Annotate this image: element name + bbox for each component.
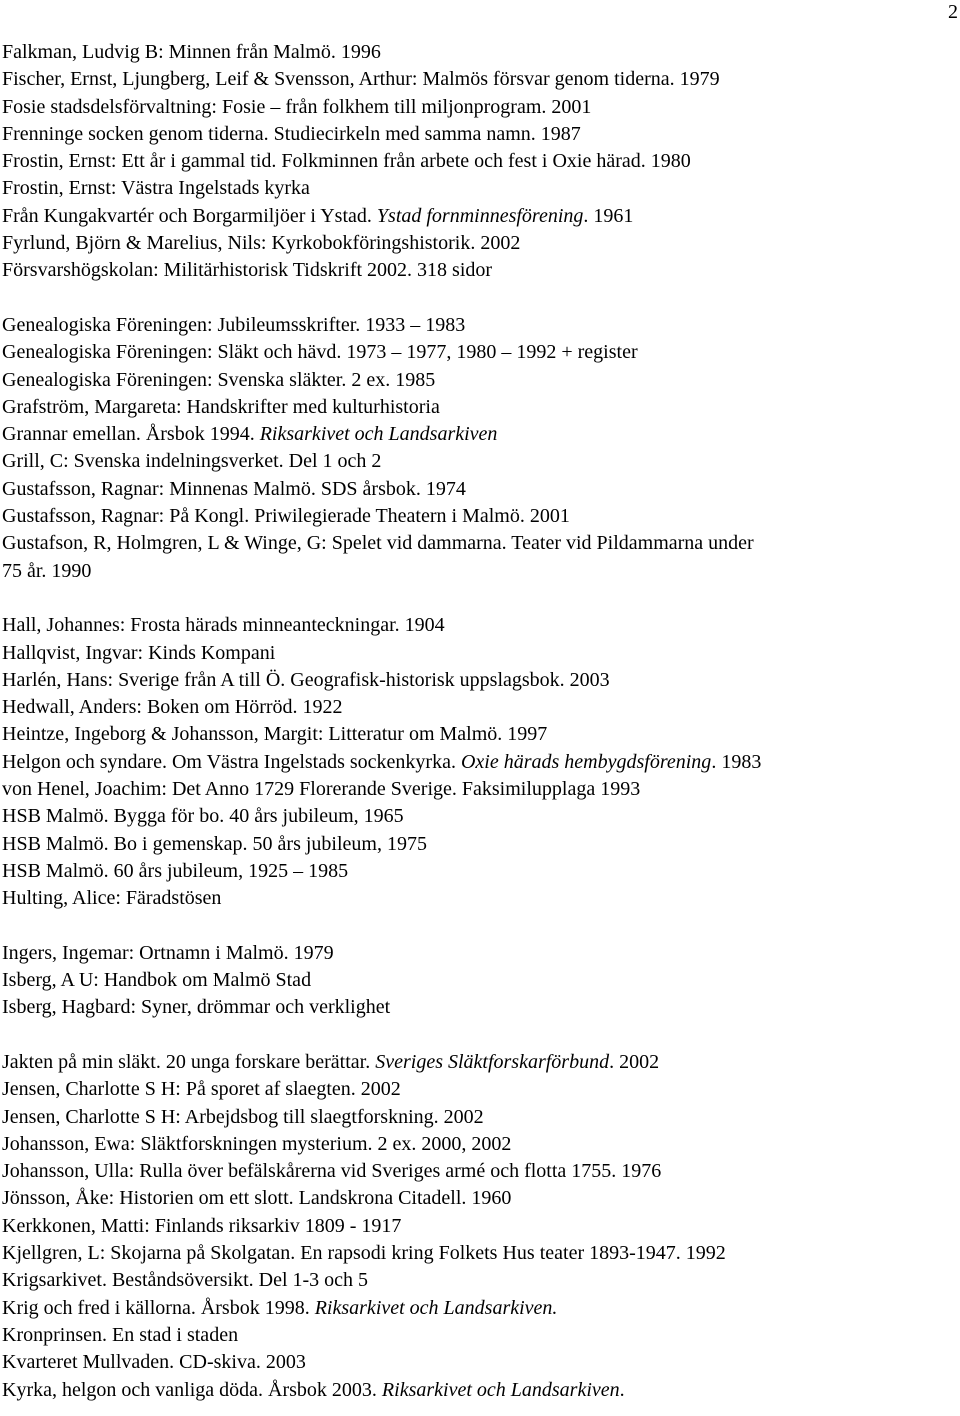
list-item	[2, 66, 952, 93]
list-item	[2, 1322, 952, 1349]
entry-text: Hulting, Alice: Färadstösen	[2, 887, 222, 910]
list-item	[2, 803, 952, 830]
list-item	[2, 1349, 952, 1376]
entry-text-tail: . 2002	[609, 1050, 660, 1073]
entry-text: Kerkkonen, Matti: Finlands riksarkiv 1809 - 1917	[2, 1214, 402, 1237]
list-item	[2, 1295, 952, 1322]
entry-publisher: Sveriges Släktforskarförbund	[375, 1050, 610, 1073]
list-item	[2, 148, 952, 175]
list-item	[2, 448, 952, 475]
section-gap	[2, 285, 952, 312]
list-item	[2, 694, 952, 721]
entry-text: HSB Malmö. Bygga för bo. 40 års jubileum, 1965	[2, 805, 404, 828]
entry-text: Johansson, Ulla: Rulla över befälskårerna vid Sveriges armé och flotta 1755. 1976	[2, 1160, 662, 1183]
list-item	[2, 1185, 952, 1212]
entry-text: Jensen, Charlotte S H: På sporet af slaegten. 2002	[2, 1078, 401, 1101]
list-item	[2, 1104, 952, 1131]
list-item	[2, 175, 952, 202]
entry-text: Gustafson, R, Holmgren, L & Winge, G: Spelet vid dammarna. Teater vid Pildammarna under	[2, 532, 754, 555]
entry-text: Jakten på min släkt. 20 unga forskare berättar.	[2, 1050, 376, 1073]
section-gap	[2, 913, 952, 940]
list-item	[2, 312, 952, 339]
entry-text: Grill, C: Svenska indelningsverket. Del 1 och 2	[2, 450, 382, 473]
list-item	[2, 1076, 952, 1103]
list-item	[2, 1213, 952, 1240]
section-gap	[2, 1022, 952, 1049]
list-item	[2, 1240, 952, 1267]
list-item	[2, 640, 952, 667]
entry-text: Ingers, Ingemar: Ortnamn i Malmö. 1979	[2, 941, 334, 964]
list-item	[2, 858, 952, 885]
list-item	[2, 230, 952, 257]
page-number: 2	[948, 1, 958, 23]
list-item	[2, 667, 952, 694]
list-item	[2, 940, 952, 967]
list-item	[2, 1158, 952, 1185]
entry-text: Gustafsson, Ragnar: Minnenas Malmö. SDS årsbok. 1974	[2, 477, 466, 500]
list-item	[2, 530, 952, 557]
entry-text: Genealogiska Föreningen: Släkt och hävd. 1973 – 1977, 1980 – 1992 + register	[2, 341, 638, 364]
list-item	[2, 1267, 952, 1294]
entry-text: Genealogiska Föreningen: Svenska släkter. 2 ex. 1985	[2, 368, 436, 391]
entry-text: Hedwall, Anders: Boken om Hörröd. 1922	[2, 696, 343, 719]
entry-text: Hallqvist, Ingvar: Kinds Kompani	[2, 641, 276, 664]
entry-text: HSB Malmö. 60 års jubileum, 1925 – 1985	[2, 859, 349, 882]
list-item	[2, 94, 952, 121]
list-item	[2, 967, 952, 994]
list-item	[2, 776, 952, 803]
list-item	[2, 1377, 952, 1404]
list-item	[2, 121, 952, 148]
entry-text: Kyrka, helgon och vanliga döda. Årsbok 2003.	[2, 1378, 382, 1401]
entry-text: 75 år. 1990	[2, 559, 92, 582]
entry-text: Jensen, Charlotte S H: Arbejdsbog till slaegtforskning. 2002	[2, 1105, 484, 1128]
section-gap	[2, 585, 952, 612]
list-item-continuation	[2, 558, 952, 585]
entry-text: Frostin, Ernst: Västra Ingelstads kyrka	[2, 177, 310, 200]
entry-text: Heintze, Ingeborg & Johansson, Margit: Litteratur om Malmö. 1997	[2, 723, 548, 746]
entry-text: Gustafsson, Ragnar: På Kongl. Priwilegierade Theatern i Malmö. 2001	[2, 505, 570, 528]
entry-text: Försvarshögskolan: Militärhistorisk Tidskrift 2002. 318 sidor	[2, 259, 493, 282]
entry-text: Grafström, Margareta: Handskrifter med kulturhistoria	[2, 395, 440, 418]
list-item	[2, 203, 952, 230]
entry-publisher: Riksarkivet och Landsarkiven	[381, 1378, 620, 1401]
entry-text: Fyrlund, Björn & Marelius, Nils: Kyrkobokföringshistorik. 2002	[2, 232, 521, 255]
list-item	[2, 394, 952, 421]
entry-text: Frostin, Ernst: Ett år i gammal tid. Folkminnen från arbete och fest i Oxie härad. 1980	[2, 150, 691, 173]
entry-text: Isberg, Hagbard: Syner, drömmar och verklighet	[2, 996, 391, 1019]
entry-text: Fischer, Ernst, Ljungberg, Leif & Svensson, Arthur: Malmös försvar genom tiderna. 1979	[2, 68, 720, 91]
entry-publisher: Oxie härads hembygdsförening	[460, 750, 712, 773]
list-item	[2, 1049, 952, 1076]
entry-text: Falkman, Ludvig B: Minnen från Malmö. 1996	[2, 41, 381, 63]
entry-text-tail: .	[619, 1378, 625, 1401]
entry-publisher: Ystad fornminnesförening	[376, 204, 584, 227]
entry-text: Jönsson, Åke: Historien om ett slott. Landskrona Citadell. 1960	[2, 1187, 512, 1210]
entry-text: Johansson, Ewa: Släktforskningen mysterium. 2 ex. 2000, 2002	[2, 1132, 512, 1155]
list-item	[2, 39, 952, 66]
list-item	[2, 476, 952, 503]
entry-text: Kjellgren, L: Skojarna på Skolgatan. En rapsodi kring Folkets Hus teater 1893-1947. 1992	[2, 1242, 726, 1265]
entry-text: Genealogiska Föreningen: Jubileumsskrifter. 1933 – 1983	[2, 313, 466, 336]
entry-text: Kronprinsen. En stad i staden	[2, 1323, 239, 1346]
entry-text: Harlén, Hans: Sverige från A till Ö. Geografisk-historisk uppslagsbok. 2003	[2, 668, 610, 691]
bibliography-list	[2, 39, 952, 1404]
list-item	[2, 721, 952, 748]
list-item	[2, 749, 952, 776]
entry-text: Grannar emellan. Årsbok 1994.	[2, 423, 260, 446]
entry-text: Hall, Johannes: Frosta härads minneanteckningar. 1904	[2, 614, 445, 637]
list-item	[2, 1131, 952, 1158]
entry-text: Från Kungakvartér och Borgarmiljöer i Ystad.	[2, 204, 377, 227]
entry-text-tail: . 1961	[583, 204, 634, 227]
list-item	[2, 421, 952, 448]
entry-text: Isberg, A U: Handbok om Malmö Stad	[2, 969, 312, 992]
list-item	[2, 885, 952, 912]
entry-publisher: Riksarkivet och Landsarkiven	[259, 423, 498, 446]
list-item	[2, 831, 952, 858]
entry-text: Krig och fred i källorna. Årsbok 1998.	[2, 1296, 315, 1319]
entry-text: Fosie stadsdelsförvaltning: Fosie – från folkhem till miljonprogram. 2001	[2, 95, 592, 118]
entry-text: Krigsarkivet. Beståndsöversikt. Del 1-3 och 5	[2, 1269, 369, 1292]
list-item	[2, 612, 952, 639]
list-item	[2, 339, 952, 366]
entry-publisher: Riksarkivet och Landsarkiven.	[314, 1296, 558, 1319]
list-item	[2, 367, 952, 394]
entry-text: Frenninge socken genom tiderna. Studiecirkeln med samma namn. 1987	[2, 122, 581, 145]
list-item	[2, 994, 952, 1021]
entry-text-tail: . 1983	[711, 750, 762, 773]
list-item	[2, 503, 952, 530]
entry-text: Kvarteret Mullvaden. CD-skiva. 2003	[2, 1351, 306, 1374]
entry-text: Helgon och syndare. Om Västra Ingelstads sockenkyrka.	[2, 750, 461, 773]
list-item	[2, 257, 952, 284]
entry-text: HSB Malmö. Bo i gemenskap. 50 års jubileum, 1975	[2, 832, 427, 855]
entry-text: von Henel, Joachim: Det Anno 1729 Florerande Sverige. Faksimilupplaga 1993	[2, 778, 641, 801]
